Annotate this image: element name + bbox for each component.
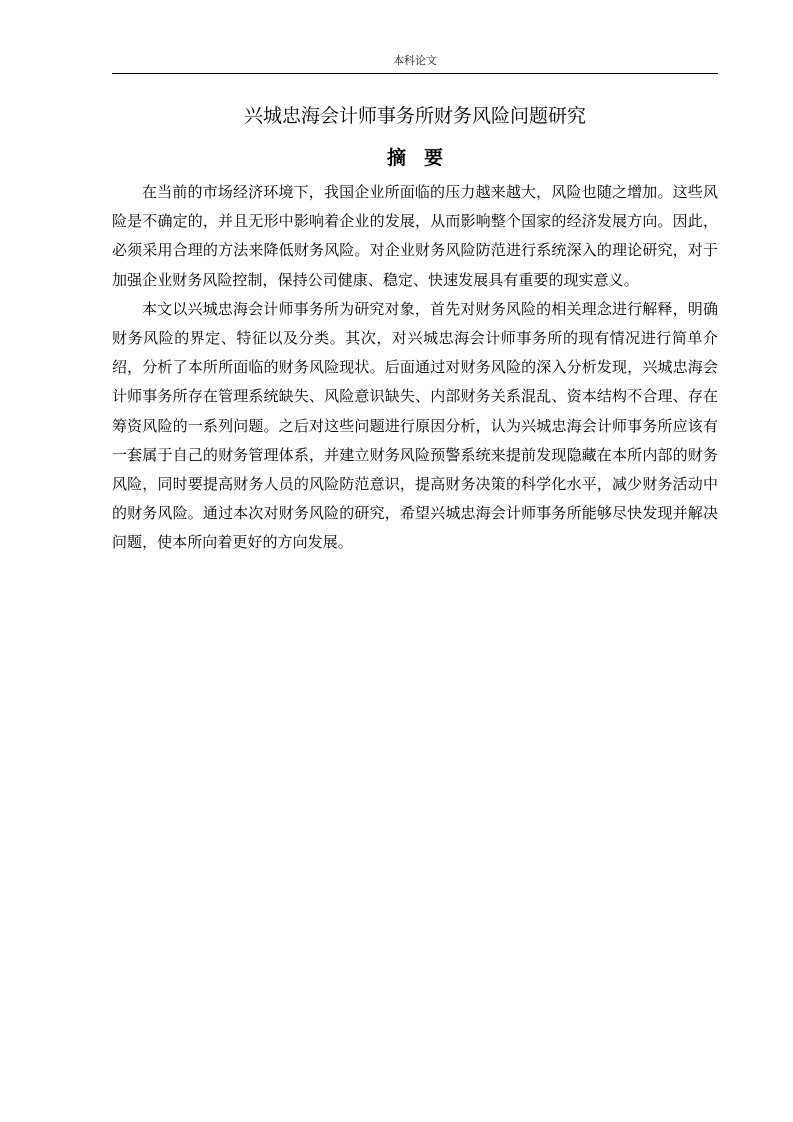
abstract-paragraph-1: 在当前的市场经济环境下，我国企业所面临的压力越来越大，风险也随之增加。这些风险是不确定的，并且无形中影响着企业的发展，从而影响整个国家的经济发展方向。因此，必须采用合理的方法来降低财务风险。对企业财务风险防范进行系统深入的理论研究，对于加强企业财务风险控制，保持公司健康、稳定、快速发展具有重要的现实意义。 (112, 183, 718, 289)
paper-title: 兴城忠海会计师事务所财务风险问题研究 (243, 105, 586, 127)
abstract-body (112, 178, 718, 558)
abstract-paragraph-2: 本文以兴城忠海会计师事务所为研究对象，首先对财务风险的相关理念进行解释，明确财务风险的界定、特征以及分类。其次，对兴城忠海会计师事务所的现有情况进行简单介绍，分析了本所所面临的财务风险现状。后面通过对财务风险的深入分析发现，兴城忠海会计师事务所存在管理系统缺失、风险意识缺失、内部财务关系混乱、资本结构不合理、存在筹资风险的一系列问题。之后对这些问题进行原因分析，认为兴城忠海会计师事务所应该有一套属于自己的财务管理体系，并建立财务风险预警系统来提前发现隐藏在本所内部的财务风险，同时要提高财务人员的风险防范意识，提高财务决策的科学化水平，减少财务活动中的财务风险。通过本次对财务风险的研究，希望兴城忠海会计师事务所能够尽快发现并解决问题，使本所向着更好的方向发展。 (112, 299, 718, 552)
header-divider (112, 73, 718, 74)
running-header: 本科论文 (393, 54, 437, 67)
abstract-heading: 摘要 (386, 147, 461, 169)
